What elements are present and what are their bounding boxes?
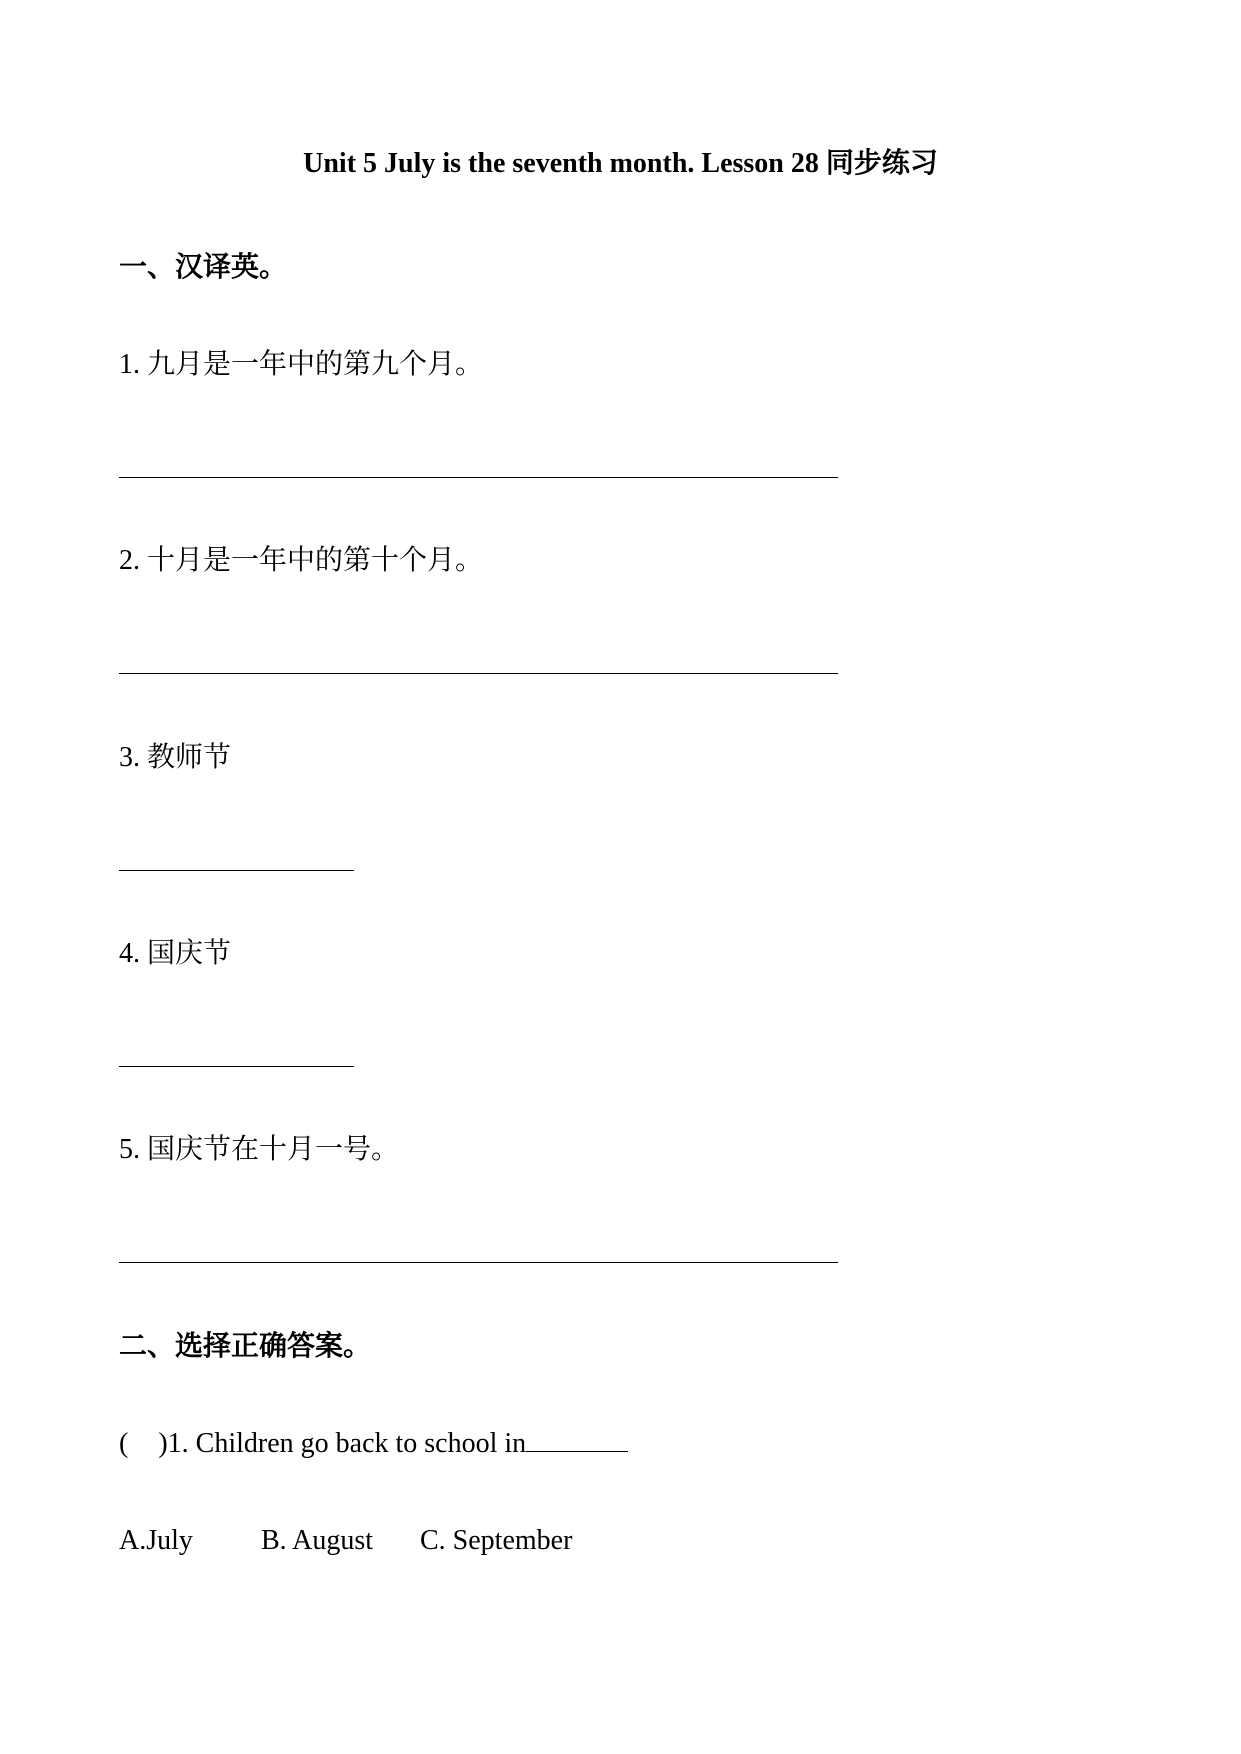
option-b: B. August	[261, 1525, 374, 1556]
question-stem: )1. Children go back to school in	[158, 1428, 527, 1459]
answer-line-1[interactable]	[119, 477, 838, 478]
mc-question-1	[119, 1425, 628, 1462]
section-1-heading: 一、汉译英。	[119, 252, 288, 283]
option-a: A.July	[119, 1525, 193, 1556]
translation-item-5: 5. 国庆节在十月一号。	[119, 1134, 400, 1165]
translation-item-1: 1. 九月是一年中的第九个月。	[119, 349, 484, 380]
question-inline-blank	[526, 1425, 628, 1452]
option-c: C. September	[420, 1525, 573, 1556]
answer-line-5[interactable]	[119, 1262, 838, 1263]
answer-line-3[interactable]	[119, 870, 354, 871]
answer-line-4[interactable]	[119, 1066, 354, 1067]
page-title: Unit 5 July is the seventh month. Lesson 28 同步练习	[303, 148, 938, 179]
translation-item-4: 4. 国庆节	[119, 938, 232, 969]
answer-line-2[interactable]	[119, 673, 838, 674]
translation-item-2: 2. 十月是一年中的第十个月。	[119, 545, 484, 576]
answer-paren-open: (	[119, 1428, 129, 1459]
translation-item-3: 3. 教师节	[119, 742, 232, 773]
section-2-heading: 二、选择正确答案。	[119, 1331, 372, 1362]
